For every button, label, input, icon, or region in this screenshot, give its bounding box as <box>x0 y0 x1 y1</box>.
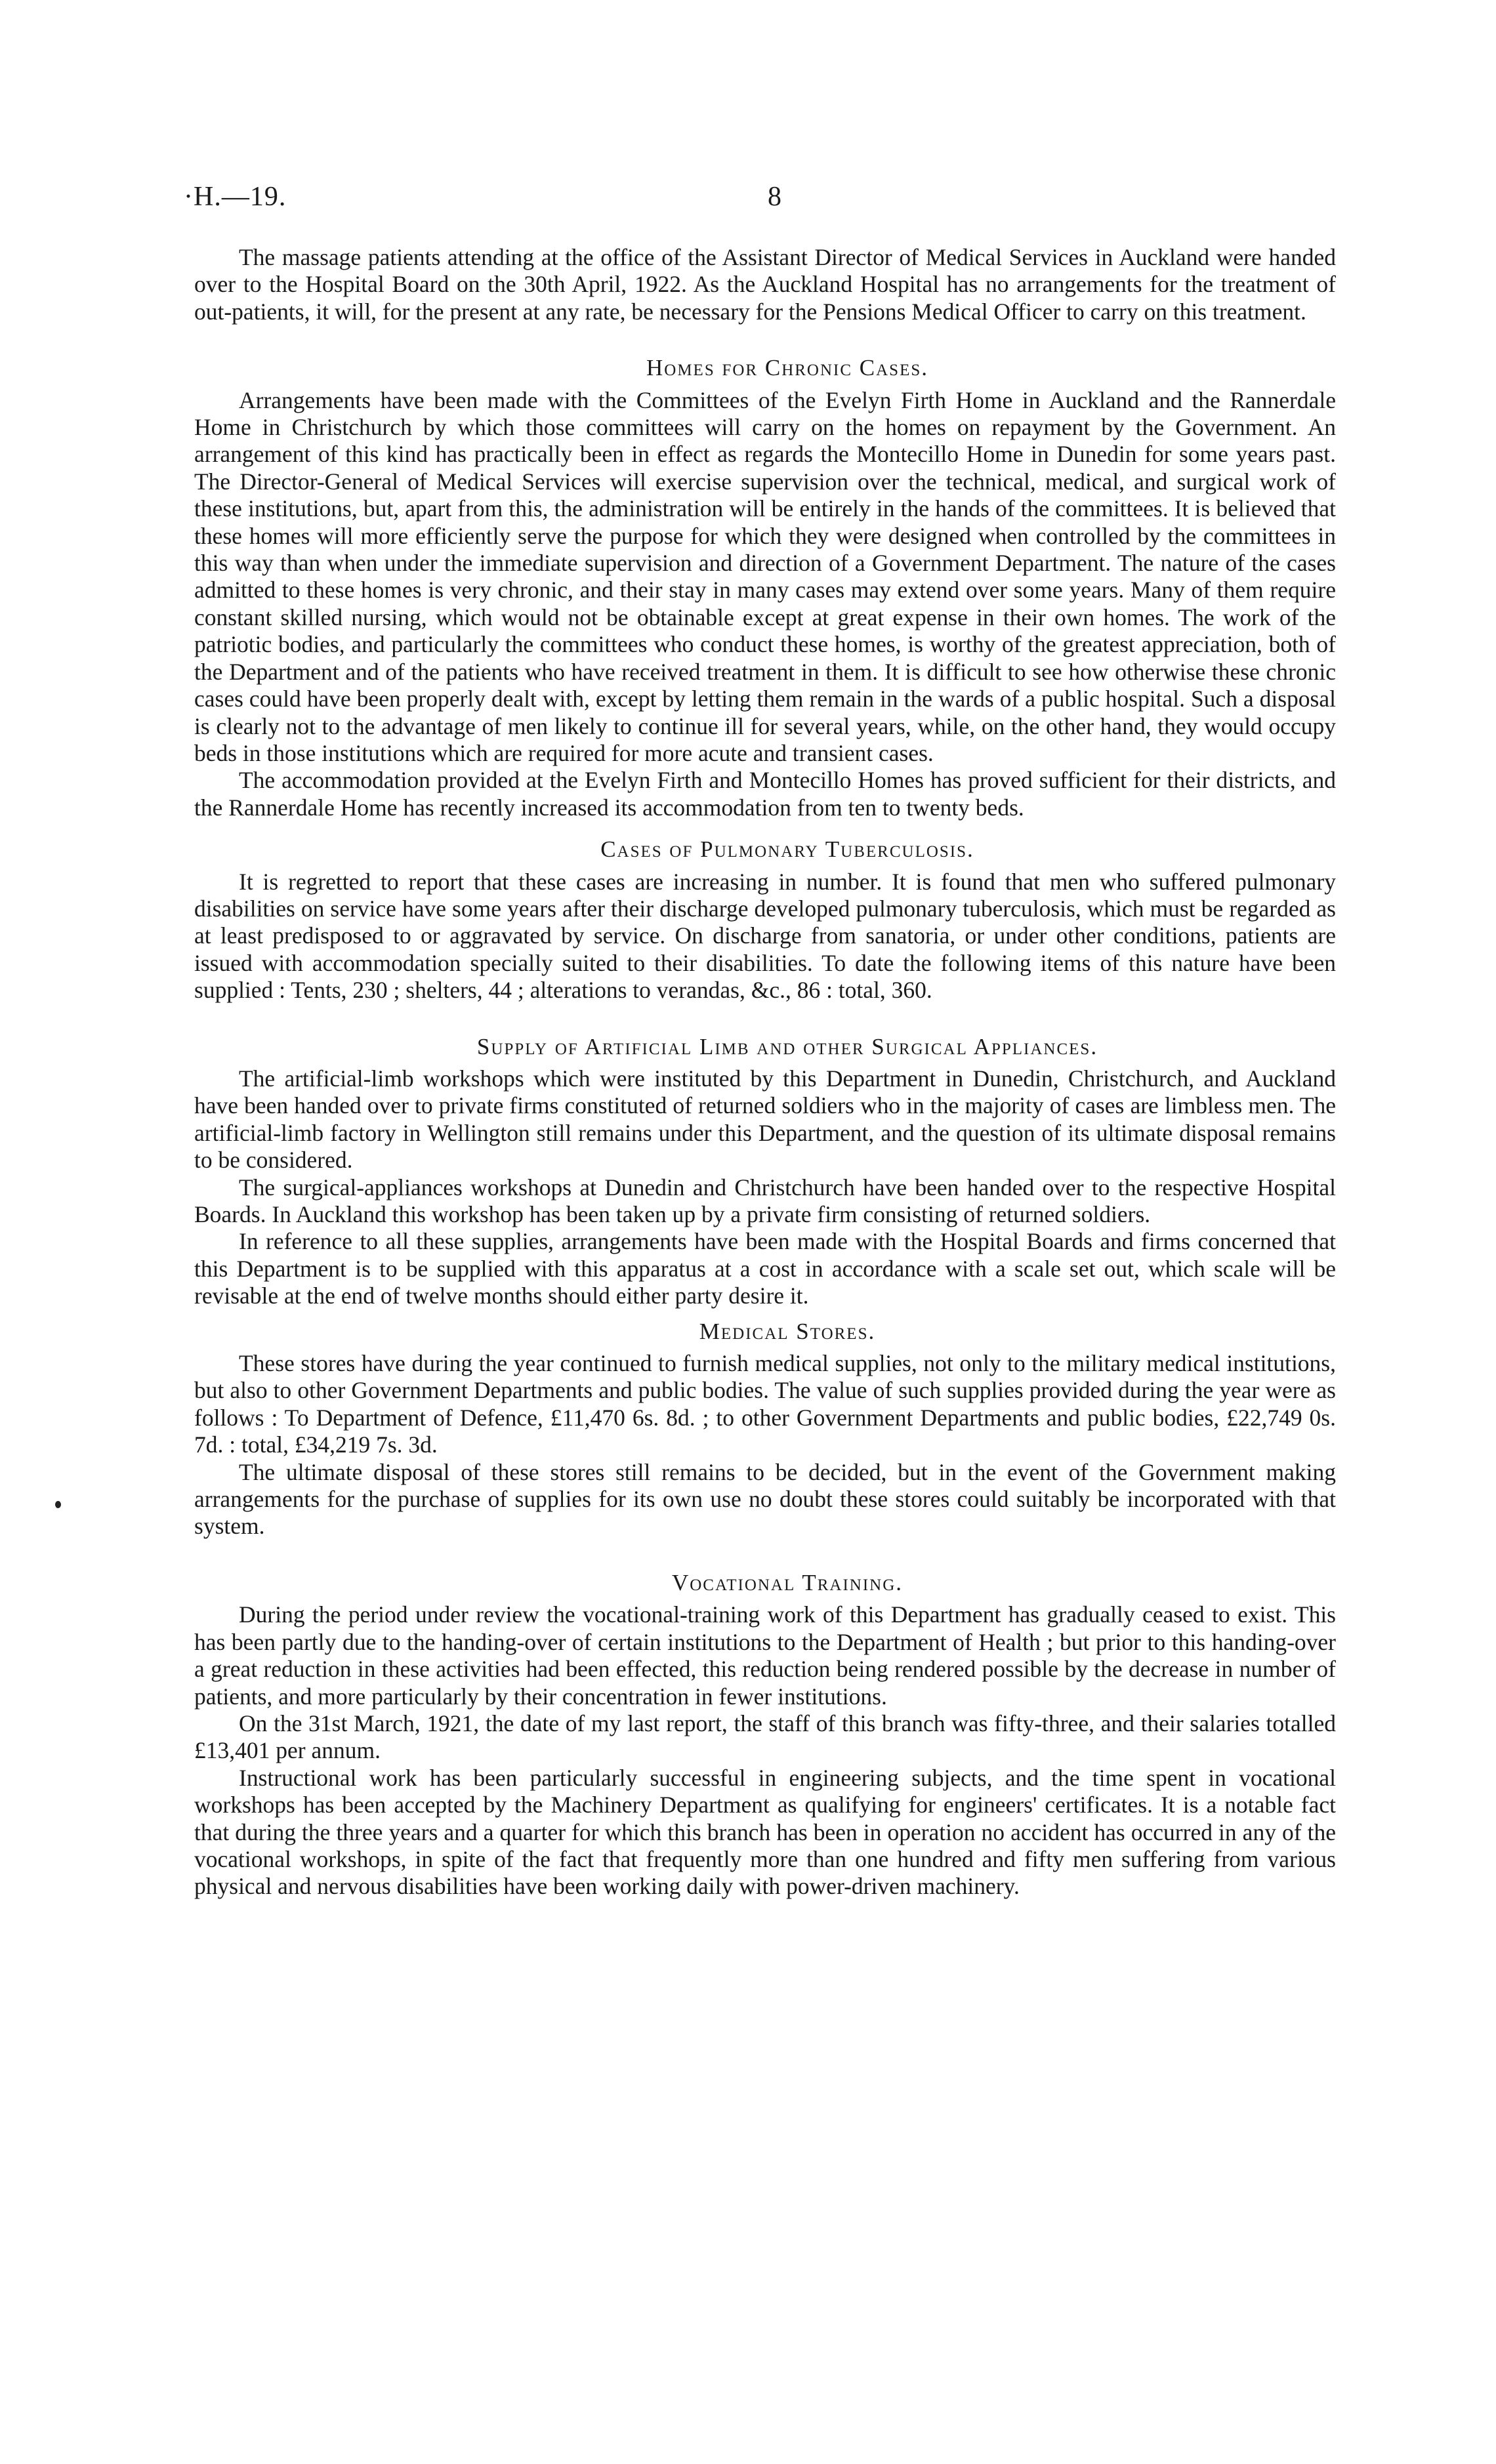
limbs-paragraph-1: The artificial-limb workshops which were instituted by this Department in Dunedin, Christchurch, and Auckland have been handed over to private firms constituted of returned soldiers who in the majority of cases are limbless men. The artificial-limb factory in Wellington still remains under this Department, and the question of its ultimate disposal remains to be considered. <box>194 1065 1336 1174</box>
document-reference: ·H.—19. <box>184 182 287 212</box>
stores-paragraph-1: These stores have during the year continued to furnish medical supplies, not only to the military medical institutions, but also to other Government Departments and public bodies. The value of such supplies provided during the year were as follows : To Department of Defence, £11,470 6s. 8d. ; to other Government Departments and public bodies, £22,749 0s. 7d. : total, £34,219 7s. 3d. <box>194 1350 1336 1458</box>
limbs-paragraph-2: The surgical-appliances workshops at Dunedin and Christchurch have been handed over to the respective Hospital Boards. In Auckland this workshop has been taken up by a private firm consisting of returned soldiers. <box>194 1174 1336 1227</box>
chronic-paragraph-1: Arrangements have been made with the Committees of the Evelyn Firth Home in Auckland and the Rannerdale Home in Christchurch by which those committees will carry on the homes on repayment by the Government. An arrangement of this kind has practically been in effect as regards the Montecillo Home in Dunedin for some years past. The Director-General of Medical Services will exercise supervision over the technical, medical, and surgical work of these institutions, but, apart from this, the administration will be entirely in the hands of the committees. It is believed that these homes will more efficiently serve the purpose for which they were designed when controlled by the committees in this way than when under the immediate supervision and direction of a Government Department. The nature of the cases admitted to these homes is very chronic, and their stay in many cases may extend over some years. Many of them require constant skilled nursing, which would not be obtainable except at great expense in their own homes. The work of the patriotic bodies, and particularly the committees who conduct these homes, is worthy of the greatest appreciation, both of the Department and of the patients who have received treatment in them. It is difficult to see how otherwise these chronic cases could have been properly dealt with, except by letting them remain in the wards of a public hospital. Such a disposal is clearly not to the advantage of men likely to continue ill for several years, while, on the other hand, they would occupy beds in those institutions which are required for more acute and transient cases. <box>194 386 1336 766</box>
stores-paragraph-2: The ultimate disposal of these stores still remains to be decided, but in the event of the Government making arrangements for the purchase of supplies for its own use no doubt these stores could suitably be incorporated with that system. <box>194 1458 1336 1540</box>
page-header <box>184 181 1345 220</box>
heading-medical-stores: Medical Stores. <box>699 1318 876 1344</box>
pulmonary-paragraph-1: It is regretted to report that these cases are increasing in number. It is found that men who suffered pulmonary disabilities on service have some years after their discharge developed pulmonary tuberculosis, which must be regarded as at least predisposed to or aggravated by service. On discharge from sanatoria, or under other conditions, patients are issued with accommodation specially suited to their disabilities. To date the following items of this nature have been supplied : Tents, 230 ; shelters, 44 ; alterations to verandas, &c., 86 : total, 360. <box>194 868 1336 1004</box>
page-number: 8 <box>768 182 781 212</box>
margin-ink-dot <box>55 1501 61 1508</box>
massage-paragraph: The massage patients attending at the office of the Assistant Director of Medical Services in Auckland were handed over to the Hospital Board on the 30th April, 1922. As the Auckland Hospital has no arrangements for the treatment of out-patients, it will, for the present at any rate, be necessary for the Pensions Medical Officer to carry on this treatment. <box>194 244 1336 325</box>
vocational-paragraph-3: Instructional work has been particularly successful in engineering subjects, and the time spent in vocational workshops has been accepted by the Machinery Department as qualifying for engineers' certificates. It is a notable fact that during the three years and a quarter for which this branch has been in operation no accident has occurred in any of the vocational workshops, in spite of the fact that frequently more than one hundred and fifty men suffering from various physical and nervous disabilities have been working daily with power-driven machinery. <box>194 1764 1336 1900</box>
heading-pulmonary-tuberculosis: Cases of Pulmonary Tuberculosis. <box>600 836 974 863</box>
chronic-paragraph-2: The accommodation provided at the Evelyn Firth and Montecillo Homes has proved sufficient for their districts, and the Rannerdale Home has recently increased its accommodation from ten to twenty beds. <box>194 767 1336 821</box>
limbs-paragraph-3: In reference to all these supplies, arrangements have been made with the Hospital Boards and firms concerned that this Department is to be supplied with this apparatus at a cost in accordance with a scale set out, which scale will be revisable at the end of twelve months should either party desire it. <box>194 1228 1336 1309</box>
heading-artificial-limbs: Supply of Artificial Limb and other Surgical Appliances. <box>476 1033 1098 1059</box>
vocational-paragraph-2: On the 31st March, 1921, the date of my last report, the staff of this branch was fifty-three, and their salaries totalled £13,401 per annum. <box>194 1710 1336 1764</box>
vocational-paragraph-1: During the period under review the vocational-training work of this Department has gradually ceased to exist. This has been partly due to the handing-over of certain institutions to the Department of Health ; but prior to this handing-over a great reduction in these activities had been effected, this reduction being rendered possible by the decrease in number of patients, and more particularly by their concentration in fewer institutions. <box>194 1601 1336 1710</box>
heading-chronic-cases: Homes for Chronic Cases. <box>646 355 929 381</box>
page-body <box>194 244 1336 1900</box>
heading-vocational-training: Vocational Training. <box>671 1569 904 1595</box>
